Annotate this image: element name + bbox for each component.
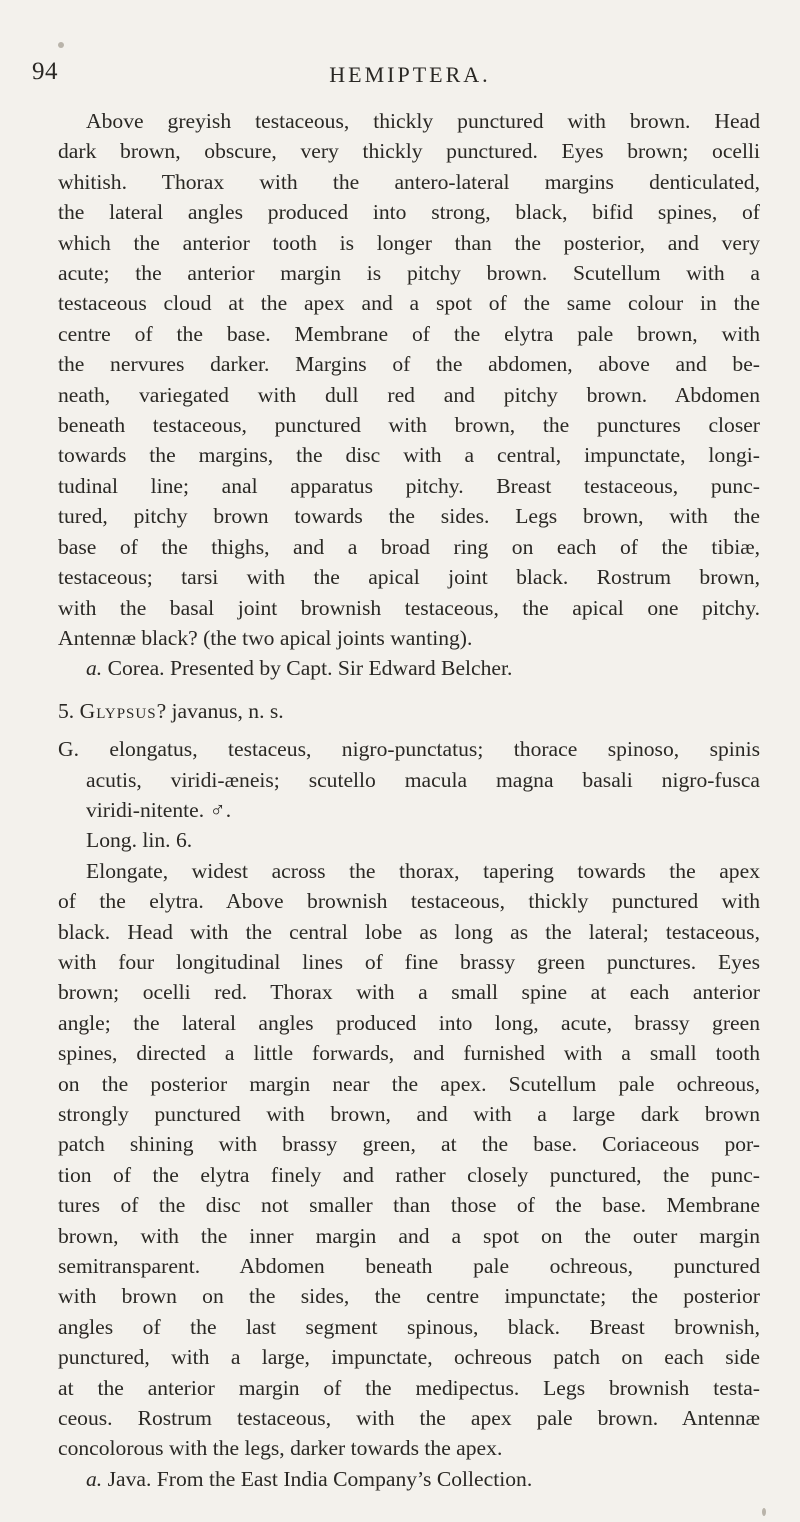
text-line: tion of the elytra finely and rather closely punctured, the punc- [58,1162,760,1187]
text-line: centre of the base. Membrane of the elytra pale brown, with [58,321,760,346]
latin-diagnosis [58,734,760,856]
text-line: on the posterior margin near the apex. Scutellum pale ochreous, [58,1071,760,1096]
text-line: with brown on the sides, the centre impunctate; the posterior [58,1284,760,1309]
text-line: acute; the anterior margin is pitchy brown. Scutellum with a [58,261,760,286]
text-line: beneath testaceous, punctured with brown, the punctures closer [58,413,760,438]
locality-text: Java. From the East India Company’s Collection. [107,1466,533,1491]
text-line: Elongate, widest across the thorax, tapering towards the apex [86,858,760,883]
text-line: G. elongatus, testaceus, nigro-punctatus; thorace spinoso, spinis [58,737,760,762]
text-line: the nervures darker. Margins of the abdomen, above and be- [58,352,760,377]
genus-name: Glypsus [79,698,157,723]
locality-line [58,653,760,683]
text-line: strongly punctured with brown, and with a large dark brown [58,1102,760,1126]
text-line: tures of the disc not smaller than those of the base. Membrane [58,1193,760,1218]
species-number: 5. [58,698,75,723]
text-line: neath, variegated with dull red and pitchy brown. Abdomen [58,382,760,407]
text-line: the lateral angles produced into strong, black, bifid spines, of [58,200,760,225]
locality-letter: a. [86,1466,103,1491]
description-paragraph-2 [58,856,760,1495]
text-line: of the elytra. Above brownish testaceous, thickly punctured with [58,889,760,914]
text-line: tudinal line; anal apparatus pitchy. Breast testaceous, punc- [58,473,760,498]
text-line: ceous. Rostrum testaceous, with the apex pale brown. Antennæ [58,1406,760,1431]
text-line: base of the thighs, and a broad ring on each of the tibiæ, [58,534,760,559]
text-line: semitransparent. Abdomen beneath pale ochreous, punctured [58,1254,760,1279]
length-line: Long. lin. 6. [86,828,193,853]
paper-speck [58,42,64,48]
species-heading [58,696,760,726]
text-line: patch shining with brassy green, at the base. Coriaceous por- [58,1132,760,1157]
running-title: HEMIPTERA. [329,62,491,87]
text-line: testaceous; tarsi with the apical joint black. Rostrum brown, [58,565,760,590]
text-line: angle; the lateral angles produced into long, acute, brassy green [58,1010,760,1035]
page-body [58,106,760,1494]
text-line: Antennæ black? (the two apical joints wanting). [58,625,473,650]
text-line: acutis, viridi-æneis; scutello macula magna basali nigro-fusca [86,767,760,792]
page-number: 94 [32,58,58,85]
text-line: black. Head with the central lobe as long as the lateral; testaceous, [58,919,760,944]
text-line: brown; ocelli red. Thorax with a small spine at each anterior [58,980,760,1005]
locality-line [58,1464,760,1494]
text-line: at the anterior margin of the medipectus. Legs brownish testa- [58,1375,760,1400]
text-line: punctured, with a large, impunctate, ochreous patch on each side [58,1345,760,1370]
text-line: with four longitudinal lines of fine brassy green punctures. Eyes [58,949,760,974]
text-line: viridi-nitente. ♂. [86,797,232,822]
text-line: Above greyish testaceous, thickly punctured with brown. Head [86,109,760,133]
text-line: dark brown, obscure, very thickly punctured. Eyes brown; ocelli [58,139,760,164]
text-line: whitish. Thorax with the antero-lateral margins denticulated, [58,169,760,194]
text-line: brown, with the inner margin and a spot on the outer margin [58,1223,760,1248]
paper-speck [762,1508,766,1516]
text-line: testaceous cloud at the apex and a spot of the same colour in the [58,291,760,316]
text-line: towards the margins, the disc with a central, impunctate, longi- [58,443,760,468]
species-name: ? javanus, n. s. [156,698,284,723]
locality-letter: a. [86,656,103,681]
locality-text: Corea. Presented by Capt. Sir Edward Belcher. [107,656,513,681]
text-line: concolorous with the legs, darker towards the apex. [58,1436,503,1461]
text-line: angles of the last segment spinous, black. Breast brownish, [58,1314,760,1339]
text-line: which the anterior tooth is longer than the posterior, and very [58,230,760,255]
text-line: with the basal joint brownish testaceous, the apical one pitchy. [58,595,760,620]
text-line: tured, pitchy brown towards the sides. Legs brown, with the [58,504,760,529]
text-line: spines, directed a little forwards, and furnished with a small tooth [58,1041,760,1066]
description-paragraph-1 [58,106,760,684]
